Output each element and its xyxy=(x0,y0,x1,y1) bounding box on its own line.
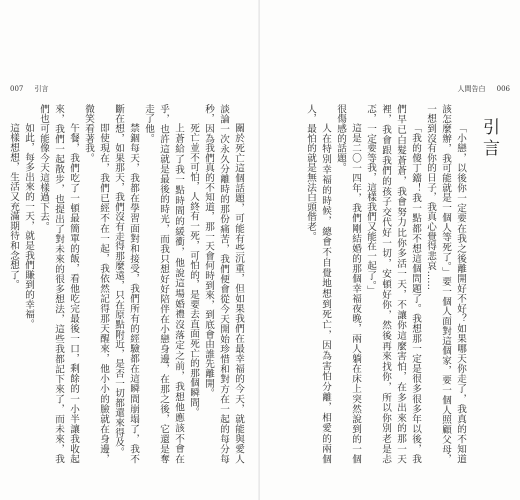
right-page xyxy=(260,0,520,500)
left-page-header xyxy=(10,84,49,94)
paragraph: 上蒼給了我一點時間的緩衝，他說這場婚禮沒落定之前，我想他應該不會在乎，也許這就是最後的時光，而我只想好好陪伴在小戀身邊，在那之後，它還是奪走了他。 xyxy=(143,104,184,464)
paragraph: 「小戀，以後你一定要在我之後離開好不好？如果哪天你走了，我真的不知道該怎麼辦，我可能就是一個人等死了。」要一個人面對這個家，要一個人照顧父母，一想到沒有你的日子，我真心覺得悲哀…… xyxy=(425,104,466,464)
chapter-title: 引言 xyxy=(479,118,499,160)
left-page-number: 007 xyxy=(10,85,24,93)
paragraph: 關於死亡這個話題，可能有些沉重，但如果我們在最幸福的今天，就能與愛人談論一次永久分離時的那份痛苦，我們便會從今天開始珍惜和對方在一起的每分每秒，因為我們真的不知道，那一天會何時到來，到底會由誰先離開。 xyxy=(203,104,244,464)
left-page-body xyxy=(8,104,246,464)
left-running-title: 引言 xyxy=(34,85,49,93)
right-page-body xyxy=(278,104,468,464)
paragraph: 這是二〇一四年，我們剛結婚的那個幸福夜晚，兩人躺在床上突然說到的一個很傷感的話題。 xyxy=(335,104,361,464)
paragraph: 這樣想想，生活又充滿期待和念想了。 xyxy=(8,123,19,290)
right-page-header xyxy=(457,84,510,94)
paragraph: 人在特別幸福的時候，總會不自覺地想到死亡，因為害怕分離，相愛的兩個人，最怕的就是無法白頭偕老。 xyxy=(305,104,331,464)
paragraph: 禁錮每天，我都在學習面對和接受，我們所有的經驗都在這瞬間崩塌了，我不斷在想，如果那天，我們沒有走得那麼遠，只在原點附近，是否一切都還來得及。 xyxy=(113,104,139,464)
right-page-number: 006 xyxy=(496,85,510,93)
right-running-title: 人間告白 xyxy=(457,85,486,93)
paragraph: 死亡並不可怕，人終有一死，可怕的，是要去直面死亡的那個瞬間。 xyxy=(188,123,199,418)
paragraph: 即使現在，我們已經不在一起，我依然記得那天醒來，他小小的臉就在身邊，微笑看著我。 xyxy=(83,104,109,464)
paragraph: 「我的傻丁鐺！我一點都不想這個問題了。我想那一定是很多很多年以後，我們早已白髮蒼蒼，我會努力比你多活一天，不讓你這麼害怕，在多出來的那一天裡，我會跟我們的孩子交代好一切，安頓好你，然後再來找你，所以你別老是忐忑，一定要等我，這樣我們又能在一起了。」 xyxy=(365,104,421,464)
paragraph: 如此，每多出來的一天，就是我們賺到的幸福。 xyxy=(23,123,34,329)
paragraph: 午餐，我們吃了一頓最簡單的飯，看他吃完最後一口，剩餘的一小半讓我收起來，我們一起散步，也提出了對未來的很多想法，這些我都記下來了，而未來，我們也可能像今天這樣過下去。 xyxy=(38,104,79,464)
